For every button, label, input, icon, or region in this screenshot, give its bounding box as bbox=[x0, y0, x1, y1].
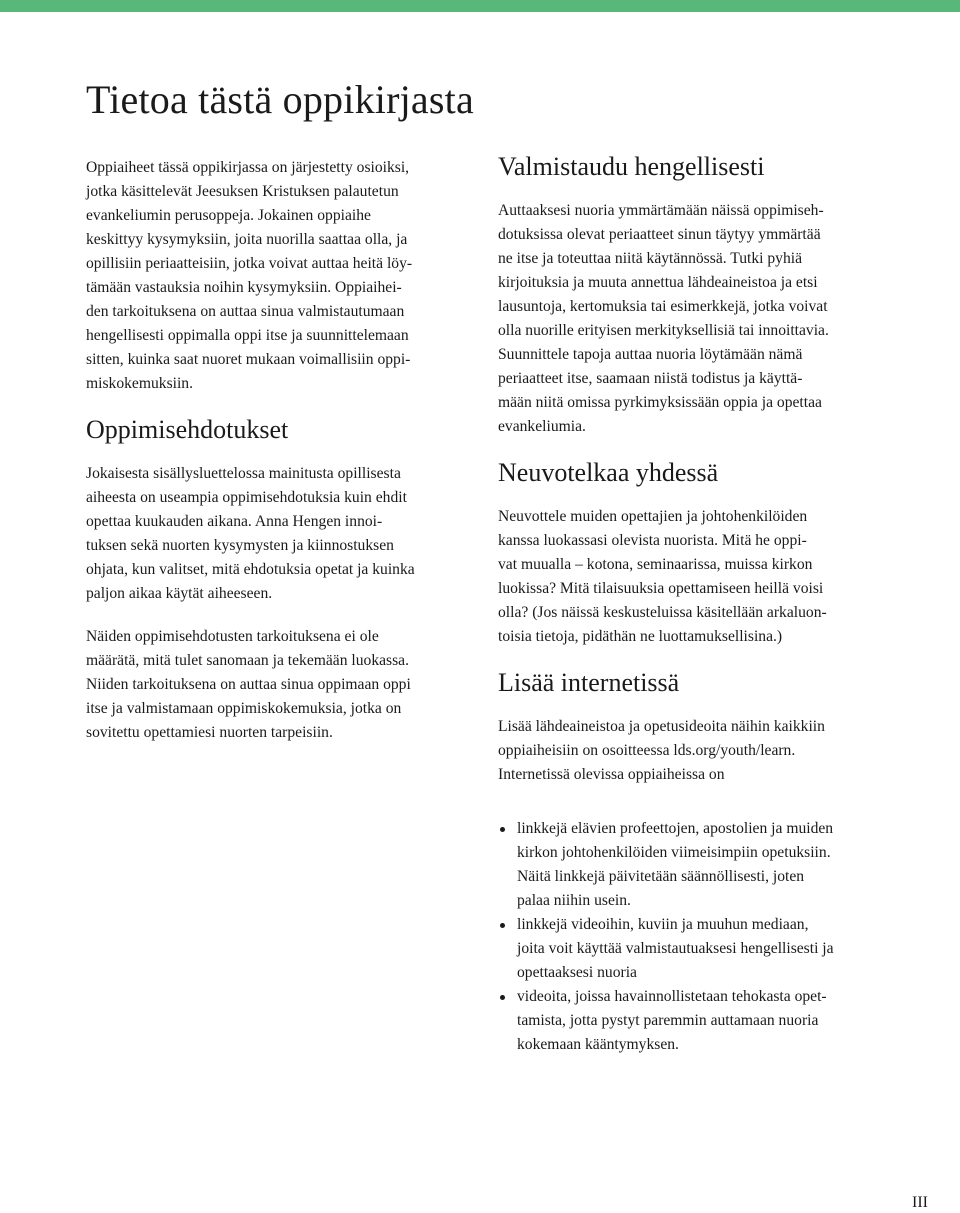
text-line: keskittyy kysymyksiin, joita nuorilla saattaa olla, ja bbox=[86, 231, 408, 248]
text-line: evankeliumin perusoppeja. Jokainen oppiaihe bbox=[86, 207, 371, 224]
intro-paragraph bbox=[86, 156, 466, 396]
text-line: olla? (Jos näissä keskusteluissa käsitellään arkaluon- bbox=[498, 604, 827, 621]
text-line: määrätä, mitä tulet sanomaan ja tekemään luokassa. bbox=[86, 652, 410, 669]
text-line: Auttaaksesi nuoria ymmärtämään näissä oppimiseh- bbox=[498, 202, 824, 219]
list-item bbox=[498, 817, 878, 913]
text-line: Neuvottele muiden opettajien ja johtohenkilöiden bbox=[498, 508, 808, 525]
text-line: aiheesta on useampia oppimisehdotuksia kuin ehdit bbox=[86, 489, 407, 506]
text-line: itse ja valmistamaan oppimiskokemuksia, jotka on bbox=[86, 700, 402, 717]
text-line: ne itse ja toteuttaa niitä käytännössä. Tutki pyhiä bbox=[498, 250, 803, 267]
text-line: evankeliumia. bbox=[498, 418, 586, 435]
text-line: videoita, joissa havainnollistetaan tehokasta opet- bbox=[517, 988, 827, 1005]
text-line: opettaa kuukauden aikana. Anna Hengen innoi- bbox=[86, 513, 383, 530]
text-line: tämään vastauksia noihin kysymyksiin. Oppiaihei- bbox=[86, 279, 402, 296]
text-line: Internetissä olevissa oppiaiheissa on bbox=[498, 766, 725, 783]
text-line: Oppiaiheet tässä oppikirjassa on järjestetty osioiksi, bbox=[86, 159, 410, 176]
text-line: kirjoituksia ja muuta annettua lähdeaineistoa ja etsi bbox=[498, 274, 818, 291]
text-line: paljon aikaa käytät aiheeseen. bbox=[86, 585, 273, 602]
suggestions-heading: Oppimisehdotukset bbox=[86, 415, 289, 444]
text-line: vat muualla – kotona, seminaarissa, muissa kirkon bbox=[498, 556, 813, 573]
text-line: oppiaiheisiin on osoitteessa lds.org/youth/learn. bbox=[498, 742, 796, 759]
page-title: Tietoa tästä oppikirjasta bbox=[86, 77, 474, 122]
right-column bbox=[498, 150, 878, 1057]
text-line: Näitä linkkejä päivitetään säännöllisesti, joten bbox=[517, 868, 805, 885]
text-line: luokissa? Mitä tilaisuuksia opettamiseen heillä voisi bbox=[498, 580, 824, 597]
text-line: Lisää lähdeaineistoa ja opetusideoita näihin kaikkiin bbox=[498, 718, 825, 735]
text-line: opettaaksesi nuoria bbox=[517, 964, 637, 981]
counsel-heading: Neuvotelkaa yhdessä bbox=[498, 458, 719, 487]
text-line: mään niitä omissa pyrkimyksissään oppia ja opettaa bbox=[498, 394, 822, 411]
text-line: kokemaan kääntymyksen. bbox=[517, 1036, 679, 1053]
top-accent-bar bbox=[0, 0, 960, 12]
text-line: sovitettu opettamiesi nuorten tarpeisiin. bbox=[86, 724, 333, 741]
prepare-paragraph bbox=[498, 199, 878, 439]
online-bullet-list bbox=[498, 817, 878, 1057]
text-line: Jokaisesta sisällysluettelossa mainitusta opillisesta bbox=[86, 465, 401, 482]
text-line: toisia tietoja, pidäthän ne luottamuksellisina.) bbox=[498, 628, 783, 645]
prepare-heading: Valmistaudu hengellisesti bbox=[498, 152, 765, 181]
left-column bbox=[86, 156, 466, 745]
text-line: Suunnittele tapoja auttaa nuoria löytämään nämä bbox=[498, 346, 803, 363]
text-line: lausuntoja, kertomuksia tai esimerkkejä, jotka voivat bbox=[498, 298, 828, 315]
suggestions-paragraph-1 bbox=[86, 462, 466, 606]
text-line: linkkejä videoihin, kuviin ja muuhun mediaan, bbox=[517, 916, 809, 933]
suggestions-paragraph-2 bbox=[86, 625, 466, 745]
text-line: opillisiin periaatteisiin, jotka voivat auttaa heitä löy- bbox=[86, 255, 413, 272]
text-line: miskokemuksiin. bbox=[86, 375, 193, 392]
text-line: palaa niihin usein. bbox=[517, 892, 631, 909]
text-line: Näiden oppimisehdotusten tarkoituksena ei ole bbox=[86, 628, 379, 645]
text-line: olla nuorille erityisen merkityksellisiä tai innoittavia. bbox=[498, 322, 829, 339]
text-line: ohjata, kun valitset, mitä ehdotuksia opetat ja kuinka bbox=[86, 561, 415, 578]
online-paragraph bbox=[498, 715, 878, 787]
text-line: dotuksissa olevat periaatteet sinun täytyy ymmärtää bbox=[498, 226, 821, 243]
text-line: tuksen sekä nuorten kysymysten ja kiinnostuksen bbox=[86, 537, 394, 554]
text-line: den tarkoituksena on auttaa sinua valmistautumaan bbox=[86, 303, 405, 320]
text-line: sitten, kuinka saat nuoret mukaan voimallisiin oppi- bbox=[86, 351, 411, 368]
list-item bbox=[498, 913, 878, 985]
online-heading: Lisää internetissä bbox=[498, 668, 680, 697]
list-item bbox=[498, 985, 878, 1057]
page-number: III bbox=[912, 1194, 928, 1211]
text-line: kanssa luokassasi olevista nuorista. Mitä he oppi- bbox=[498, 532, 807, 549]
text-line: joita voit käyttää valmistautuaksesi hengellisesti ja bbox=[517, 940, 834, 957]
text-line: Niiden tarkoituksena on auttaa sinua oppimaan oppi bbox=[86, 676, 411, 693]
text-line: hengellisesti oppimalla oppi itse ja suunnittelemaan bbox=[86, 327, 409, 344]
counsel-paragraph bbox=[498, 505, 878, 649]
text-line: kirkon johtohenkilöiden viimeisimpiin opetuksiin. bbox=[517, 844, 831, 861]
text-line: linkkejä elävien profeettojen, apostolien ja muiden bbox=[517, 820, 834, 837]
text-line: periaatteet itse, saamaan niistä todistus ja käyttä- bbox=[498, 370, 803, 387]
text-line: jotka käsittelevät Jeesuksen Kristuksen palautetun bbox=[86, 183, 399, 200]
text-line: tamista, jotta pystyt paremmin auttamaan nuoria bbox=[517, 1012, 819, 1029]
